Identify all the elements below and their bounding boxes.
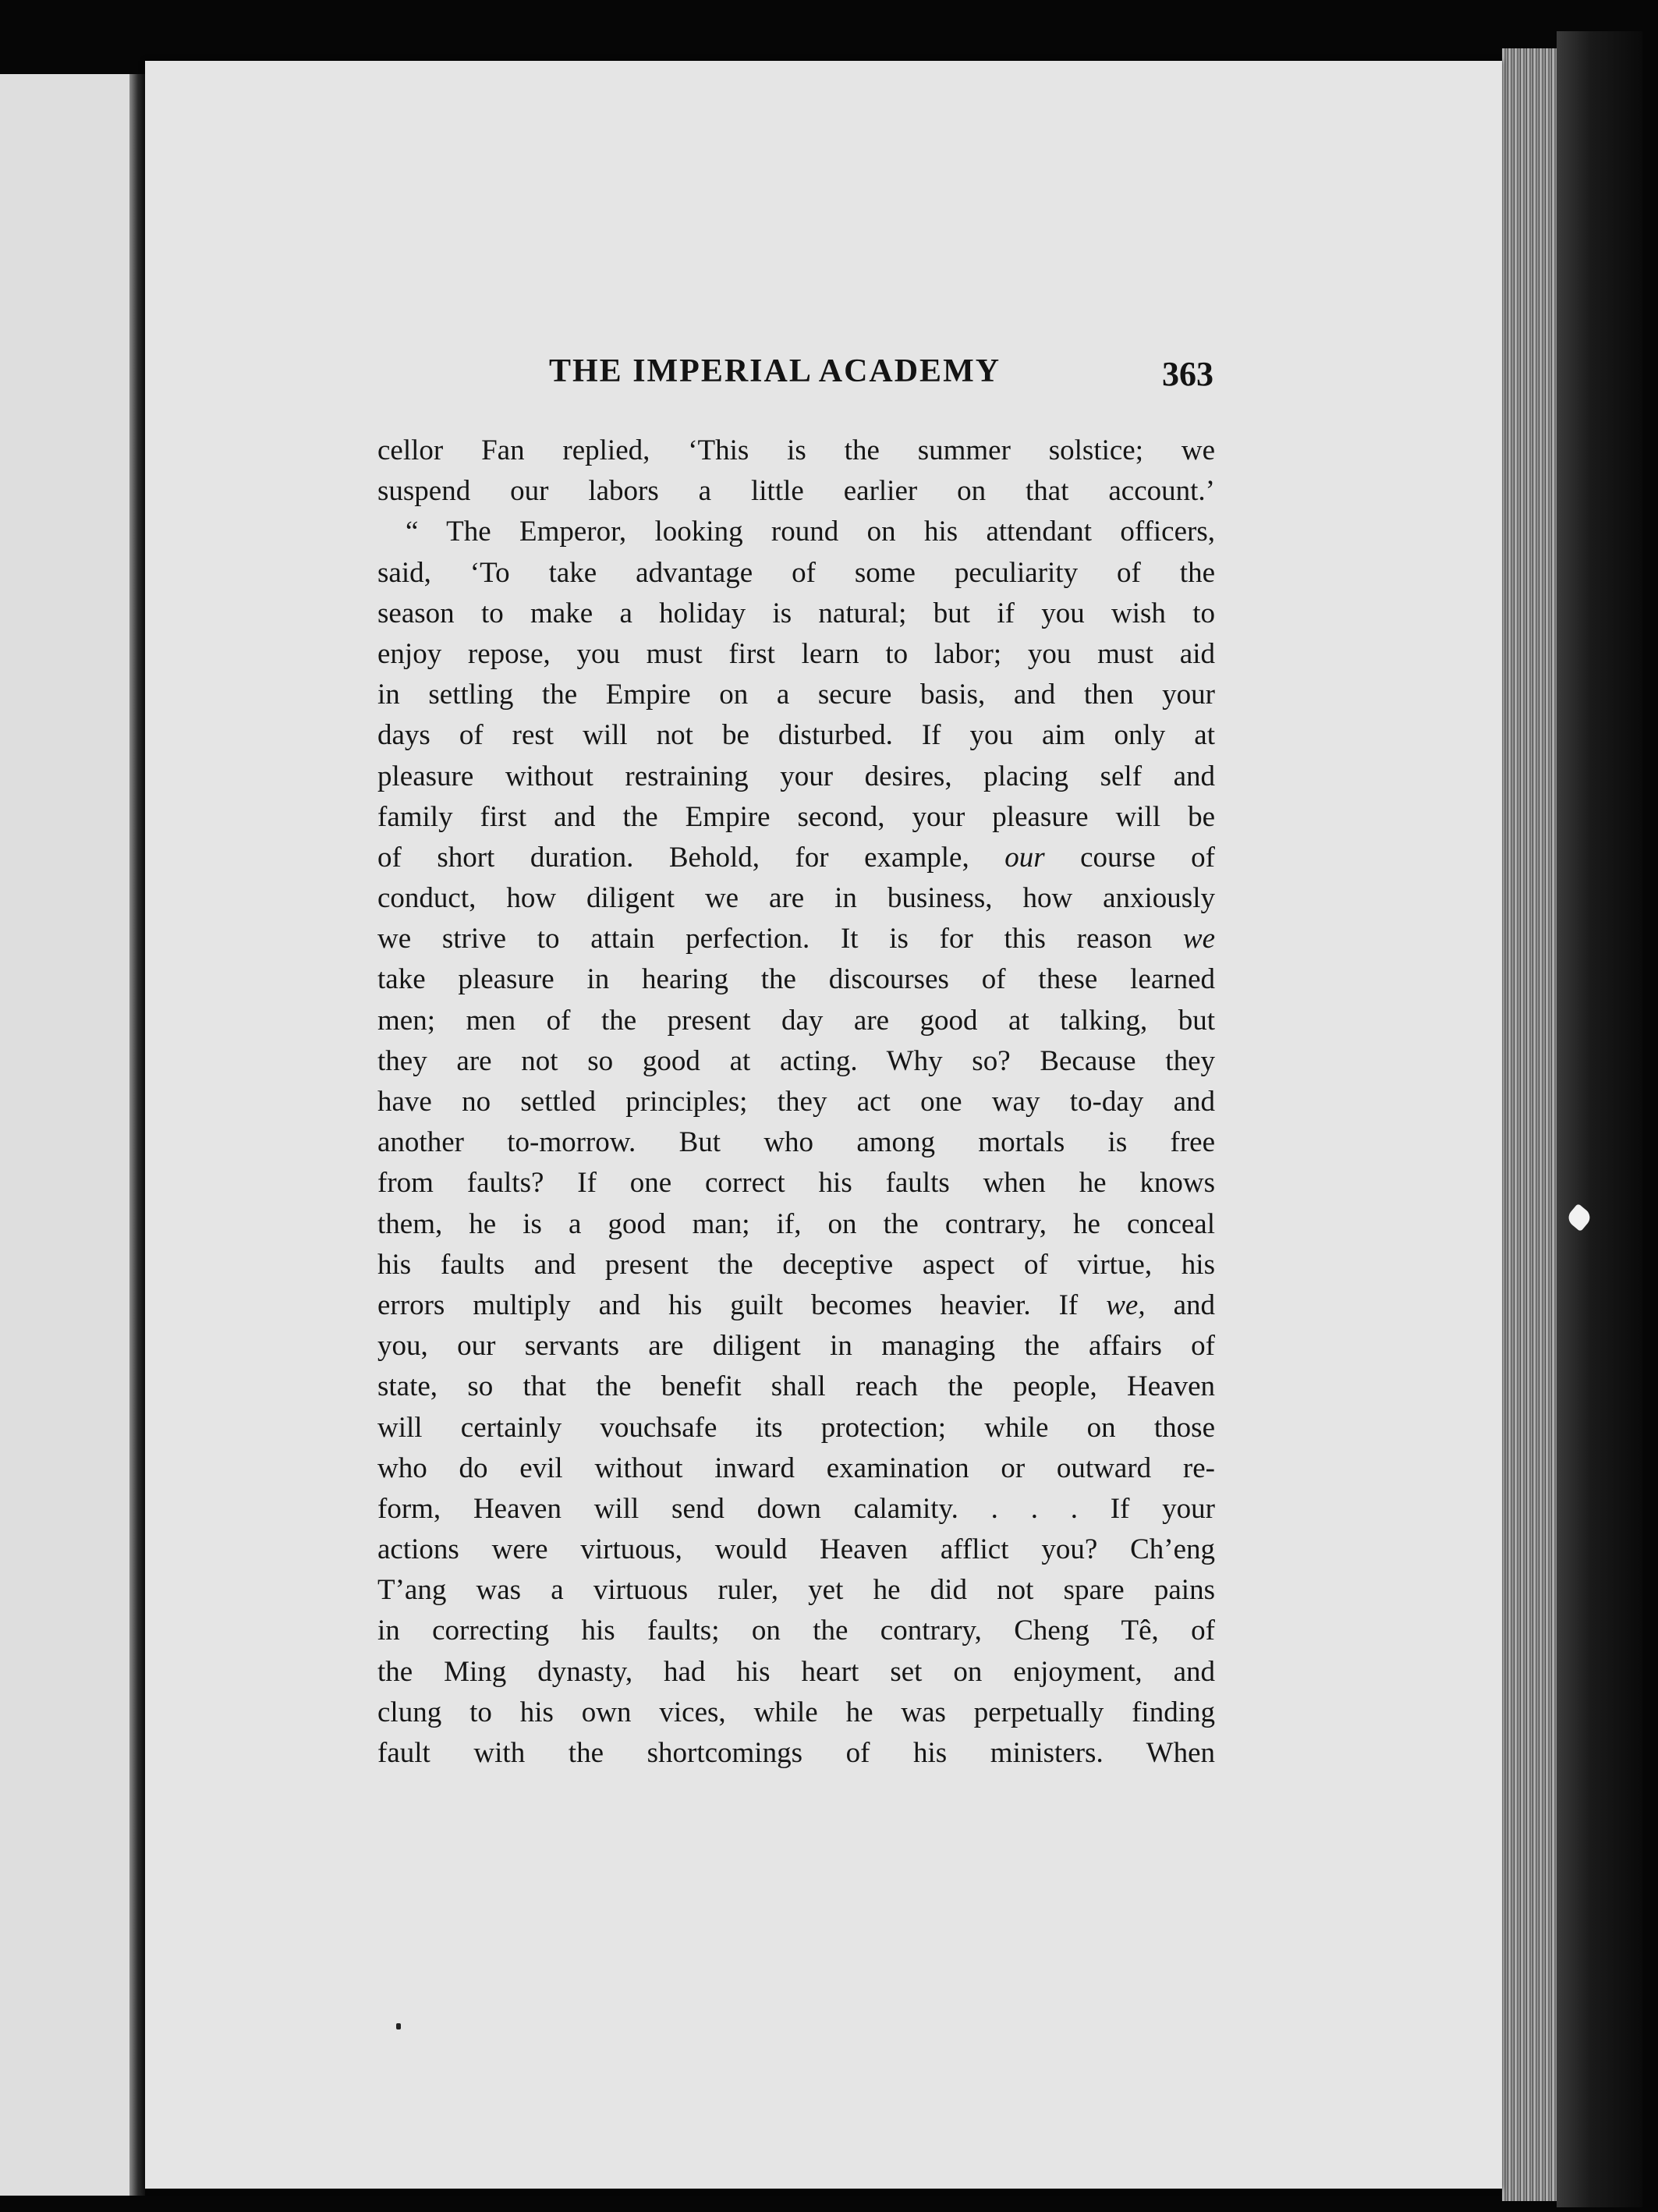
text-line: we strive to attain perfection. It is for this reason we bbox=[377, 923, 1215, 955]
facing-page-left bbox=[0, 74, 131, 2196]
text-line: his faults and present the deceptive aspect of virtue, his bbox=[377, 1248, 1215, 1281]
text-line: enjoy repose, you must first learn to labor; you must aid bbox=[377, 637, 1215, 670]
text-line: you, our servants are diligent in managing the affairs of bbox=[377, 1330, 1215, 1363]
text-line: errors multiply and his guilt becomes heavier. If we, and bbox=[377, 1289, 1215, 1321]
text-line: have no settled principles; they act one way to-day and bbox=[377, 1086, 1215, 1118]
text-line: them, he is a good man; if, on the contrary, he conceal bbox=[377, 1207, 1215, 1240]
page-header bbox=[374, 353, 1310, 407]
emphasis: our bbox=[1004, 841, 1045, 874]
text-line: in settling the Empire on a secure basis, and then your bbox=[377, 679, 1215, 711]
text-line: family first and the Empire second, your pleasure will be bbox=[377, 800, 1215, 833]
page-number: 363 bbox=[1162, 355, 1213, 393]
text-line: of short duration. Behold, for example, our course of bbox=[377, 841, 1215, 874]
text-line: form, Heaven will send down calamity. . . . If your bbox=[377, 1492, 1215, 1525]
book-gutter bbox=[129, 74, 145, 2196]
book-cover-edge bbox=[1557, 31, 1642, 2207]
body-text bbox=[377, 431, 1215, 1774]
text-line: T’ang was a virtuous ruler, yet he did not spare pains bbox=[377, 1574, 1215, 1607]
text-line: conduct, how diligent we are in business, how anxiously bbox=[377, 882, 1215, 915]
text-line: season to make a holiday is natural; but if you wish to bbox=[377, 597, 1215, 629]
text-line: actions were virtuous, would Heaven afflict you? Ch’eng bbox=[377, 1533, 1215, 1566]
text-line: said, ‘To take advantage of some peculiarity of the bbox=[377, 556, 1215, 589]
emphasis: we bbox=[1182, 923, 1215, 955]
text-line: fault with the shortcomings of his ministers. When bbox=[377, 1737, 1215, 1769]
page-block-edge bbox=[1502, 48, 1557, 2201]
text-line: clung to his own vices, while he was perpetually finding bbox=[377, 1696, 1215, 1728]
text-line: the Ming dynasty, had his heart set on enjoyment, and bbox=[377, 1655, 1215, 1688]
text-line: take pleasure in hearing the discourses of these learned bbox=[377, 963, 1215, 996]
text-line: cellor Fan replied, ‘This is the summer solstice; we bbox=[377, 434, 1215, 466]
running-head: THE IMPERIAL ACADEMY bbox=[549, 353, 1001, 389]
text-line: “ The Emperor, looking round on his attendant officers, bbox=[406, 516, 1215, 548]
text-line: they are not so good at acting. Why so? Because they bbox=[377, 1044, 1215, 1077]
text-line: from faults? If one correct his faults when he knows bbox=[377, 1167, 1215, 1200]
text-line: will certainly vouchsafe its protection; while on those bbox=[377, 1411, 1215, 1444]
text-line: suspend our labors a little earlier on that account.’ bbox=[377, 475, 1215, 508]
text-line: pleasure without restraining your desires, placing self and bbox=[377, 760, 1215, 792]
text-line: days of rest will not be disturbed. If you aim only at bbox=[377, 719, 1215, 752]
text-line: who do evil without inward examination or outward re- bbox=[377, 1452, 1215, 1484]
text-line: men; men of the present day are good at talking, but bbox=[377, 1004, 1215, 1037]
emphasis: we, bbox=[1106, 1289, 1146, 1321]
ink-speck bbox=[396, 2023, 401, 2029]
text-line: in correcting his faults; on the contrary, Cheng Tê, of bbox=[377, 1615, 1215, 1647]
text-line: another to-morrow. But who among mortals is free bbox=[377, 1126, 1215, 1159]
text-line: state, so that the benefit shall reach the people, Heaven bbox=[377, 1370, 1215, 1403]
